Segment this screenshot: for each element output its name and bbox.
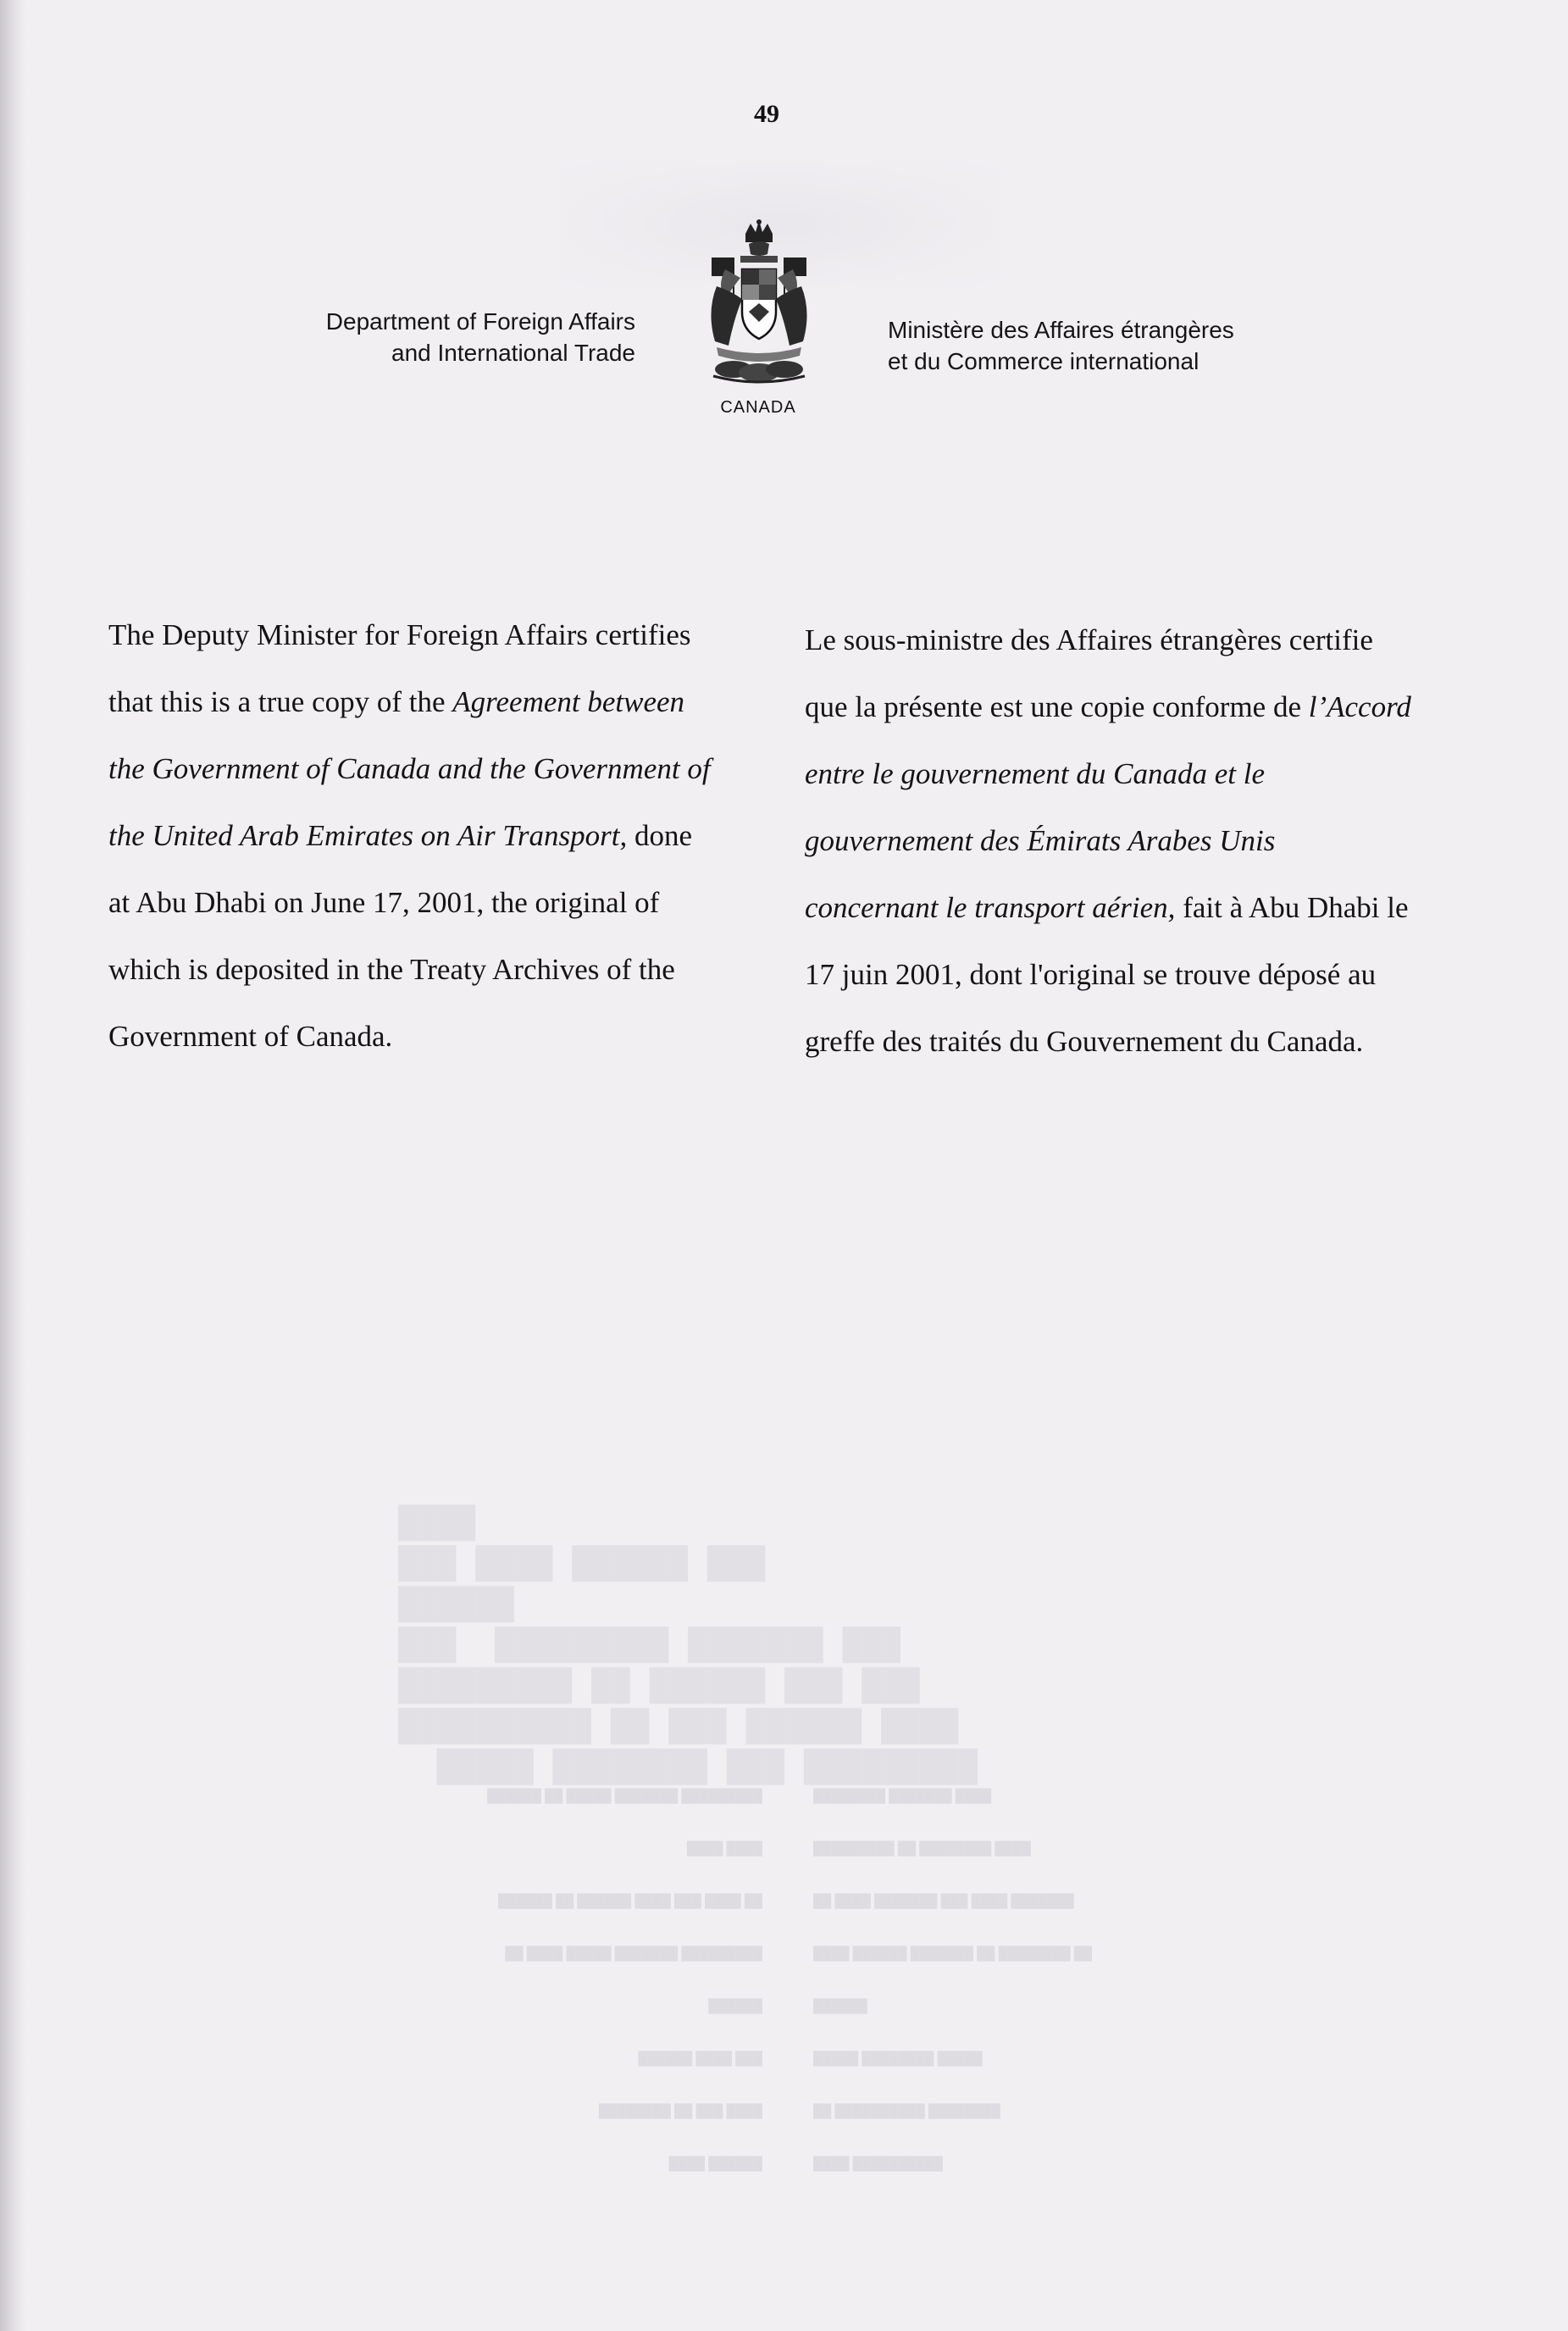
certification-french-paragraph <box>805 606 1415 1075</box>
department-name-english <box>212 307 635 369</box>
agreement-title-french: l’Accord entre le gouvernement du Canada et le gouvernement des Émirats Arabes Unis concernant le transport aérien, <box>805 690 1411 924</box>
department-name-english-line: and International Trade <box>391 339 635 366</box>
certification-english-lead: The Deputy Minister for Foreign Affairs certifies that this is a true copy of the <box>108 618 691 718</box>
coat-of-arms-icon <box>700 219 818 392</box>
department-name-english-line: Department of Foreign Affairs <box>325 308 635 335</box>
certification-french-tail: fait à Abu Dhabi le 17 juin 2001, dont l'original se trouve déposé au greffe des traités du Gouvernement du Canada. <box>805 891 1409 1058</box>
department-name-french-line: et du Commerce international <box>888 347 1200 374</box>
agreement-title-english: Agreement between the Government of Canada and the Government of the United Arab Emirates on Air Transport, <box>108 685 711 852</box>
certification-french-lead: Le sous-ministre des Affaires étrangères certifie que la présente est une copie conforme de <box>805 623 1373 723</box>
certification-english <box>108 601 718 1070</box>
certification-english-tail: done at Abu Dhabi on June 17, 2001, the original of which is deposited in the Treaty Archives of the Government of Canada. <box>108 819 693 1053</box>
department-name-french <box>888 315 1362 378</box>
certification-french <box>805 606 1415 1075</box>
country-label: CANADA <box>720 398 796 417</box>
bleed-through-colophon-left: ██████ ██ █████ ███████ █████████ ████ ████ ██████ ██ ██████ ████ ███ ████ ██ ██ ████ █████ ███████ █████████ ██████ ██████ ████ ███ ████████ ██ ███ ████ ████ ██████ <box>487 1789 762 2171</box>
bleed-through-colophon-right: ████████ ███████ ████ █████████ ██ ████████ ████ ██ ████ ███████ ███ ████ ███████ ████ ██████ ███████ ██ ████████ ██ ██████ █████ ████████ █████ ██ ██████████ ████████ ████ ██████████ <box>813 1789 1093 2171</box>
page-edge-shadow <box>0 0 25 2331</box>
bleed-through-text: ████ ███ ████ ██████ ███ ██████ ███ █████████ ███████ ███ █████████ ██ ██████ ███ ███ ██████████ ██ ███ ██████ ████ █████ ████████ ███ █████████ <box>398 1505 978 1786</box>
department-name-french-line: Ministère des Affaires étrangères <box>888 317 1234 343</box>
certification-english-paragraph <box>108 601 718 1070</box>
page-number: 49 <box>754 100 779 128</box>
